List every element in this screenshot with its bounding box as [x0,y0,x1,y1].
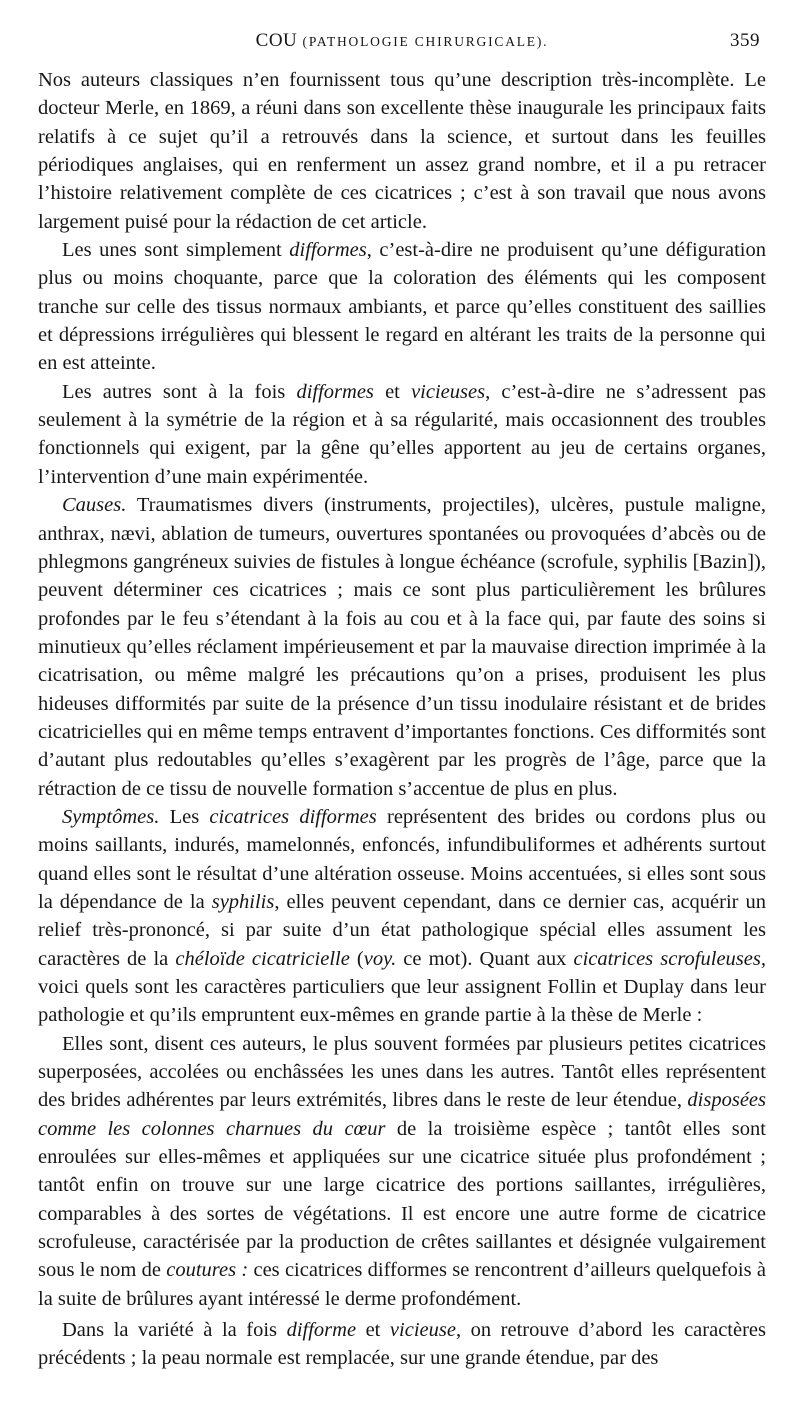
text-run: , voici quels sont les caractères particuliers que leur assignent Follin et Duplay dans leur pathologie et qu’ils empruntent eux-mêmes en grande partie à la thèse de Merle : [38,947,766,1027]
text-run: , c’est-à-dire ne produisent qu’une défiguration plus ou moins choquante, parce que la coloration des éléments qui les composent tranche sur celle des tissus normaux ambiants, et parce qu’elles constituent des saillies et dépressions irrégulières qui blessent le regard en altérant les traits de la personne qui en est atteinte. [38,239,766,375]
paragraph-vicieuses [38,378,766,491]
text-run: et [373,380,412,403]
text-run: , elles peuvent cependant, dans ce dernier cas, acquérir un relief très-prononcé, si par suite d’un état pathologique spécial elles assument les caractères de la [38,890,766,970]
text-run: Elles sont, disent ces auteurs, le plus souvent formées par plusieurs petites cicatrices superposées, accolées ou enchâssées les unes dans les autres. Tantôt elles représentent des brides adhérentes par leurs extrémités, libres dans le reste de leur étendue, [38,1032,766,1112]
italic-run: disposées comme les colonnes charnues du cœur [38,1089,766,1140]
text-run: , c’est-à-dire ne s’adressent pas seulement à la symétrie de la région et à sa régularité, mais occasionnent des troubles fonctionnels qui exigent, par la gêne qu’elles apportent au jeu de certains organes, l’intervention d’une main expérimentée. [38,380,767,488]
text-run: ce mot). Quant aux [396,947,574,970]
italic-run: difformes [289,239,367,262]
text-run: ( [349,947,364,970]
running-header [38,30,766,66]
italic-run: cicatrices difformes [209,805,377,828]
text-run: de la troisième espèce ; tantôt elles sont enroulées sur elles-mêmes et appliquées sur une cicatrice située plus profondément ; tantôt enfin on trouve sur une large cicatrice des portions saillantes, irrégulières, comparables à des sortes de végétations. Il est encore une autre forme de cicatrice scrofuleuse, caractérisée par la production de crêtes saillantes et désignée vulgairement sous le nom de [38,1117,766,1282]
paragraph-difformes [38,236,766,378]
text-run: Les unes sont simplement [62,239,290,262]
paragraph-scrofuleuses [38,1030,766,1313]
text-run: représentent des brides ou cordons plus ou moins saillants, indurés, mamelonnés, enfoncés, infundibuliformes et adhérents surtout quand elles sont le résultat d’une altération osseuse. Moins accentuées, si elles sont sous la dépendance de la [38,805,766,913]
italic-run: difformes [296,380,374,403]
italic-run: vicieuse [389,1319,456,1342]
running-title-sub: (PATHOLOGIE CHIRURGICALE). [302,34,549,49]
text-run: Traumatismes divers (instruments, projectiles), ulcères, pustule maligne, anthrax, nævi, ablation de tumeurs, ouvertures spontanées ou provoquées d’abcès ou de phlegmons gangréneux suivies de fistules à longue échéance (scrofule, syphilis [Bazin]), peuvent déterminer ces cicatrices ; mais ce sont plus particulièrement les brûlures profondes par le feu s’étendant à la fois au cou et à la face qui, par faute des soins si minutieux qu’elles réclament impérieusement et par la mauvaise direction imprimée à la cicatrisation, ou même malgré les précautions qu’on a prises, produisent les plus hideuses difformités par suite de la présence d’un tissu inodulaire résistant et de brides cicatricielles qui en même temps entravent d’importantes fonctions. Ces difformités sont d’autant plus redoutables qu’elles s’exagèrent par les progrès de l’âge, parce que la rétraction de ce tissu de nouvelle formation s’accentue de plus en plus. [38,494,766,800]
italic-run: chéloïde cicatricielle [175,947,350,970]
page-number: 359 [730,30,760,51]
text-run: et [356,1319,390,1342]
italic-run: syphilis [211,890,275,913]
italic-run: voy. [363,947,397,970]
italic-run: coutures : [166,1259,249,1282]
paragraph-intro [38,66,766,236]
text-run: Les autres sont à la fois [62,380,297,403]
paragraph-causes [38,491,766,803]
italic-run: difforme [286,1319,357,1342]
italic-run: Symptômes. [62,805,160,828]
running-title [38,30,766,52]
text-run: , on retrouve d’abord les caractères précédents ; la peau normale est remplacée, sur une grande étendue, par des [38,1319,766,1370]
italic-run: vicieuses [411,380,486,403]
paragraph-variete [38,1316,766,1373]
text-run: Dans la variété à la fois [62,1319,287,1342]
text-run: Les [159,805,210,828]
running-title-main: COU [255,30,298,51]
italic-run: cicatrices scrofuleuses [573,947,761,970]
paragraph-symptomes [38,803,766,1030]
text-run: Nos auteurs classiques n’en fournissent tous qu’une description très-incomplète. Le docteur Merle, en 1869, a réuni dans son excellente thèse inaugurale les principaux faits relatifs à ce sujet qu’il a retrouvés dans la science, et surtout dans les feuilles périodiques anglaises, qui en renferment un assez grand nombre, et il a pu retracer l’histoire relativement complète de ces cicatrices ; c’est à son travail que nous avons largement puisé pour la rédaction de cet article. [38,69,766,233]
body-text [38,66,766,1373]
italic-run: Causes. [62,494,127,517]
text-run: ces cicatrices difformes se rencontrent d’ailleurs quelquefois à la suite de brûlures ayant intéressé le derme profondément. [38,1259,766,1310]
